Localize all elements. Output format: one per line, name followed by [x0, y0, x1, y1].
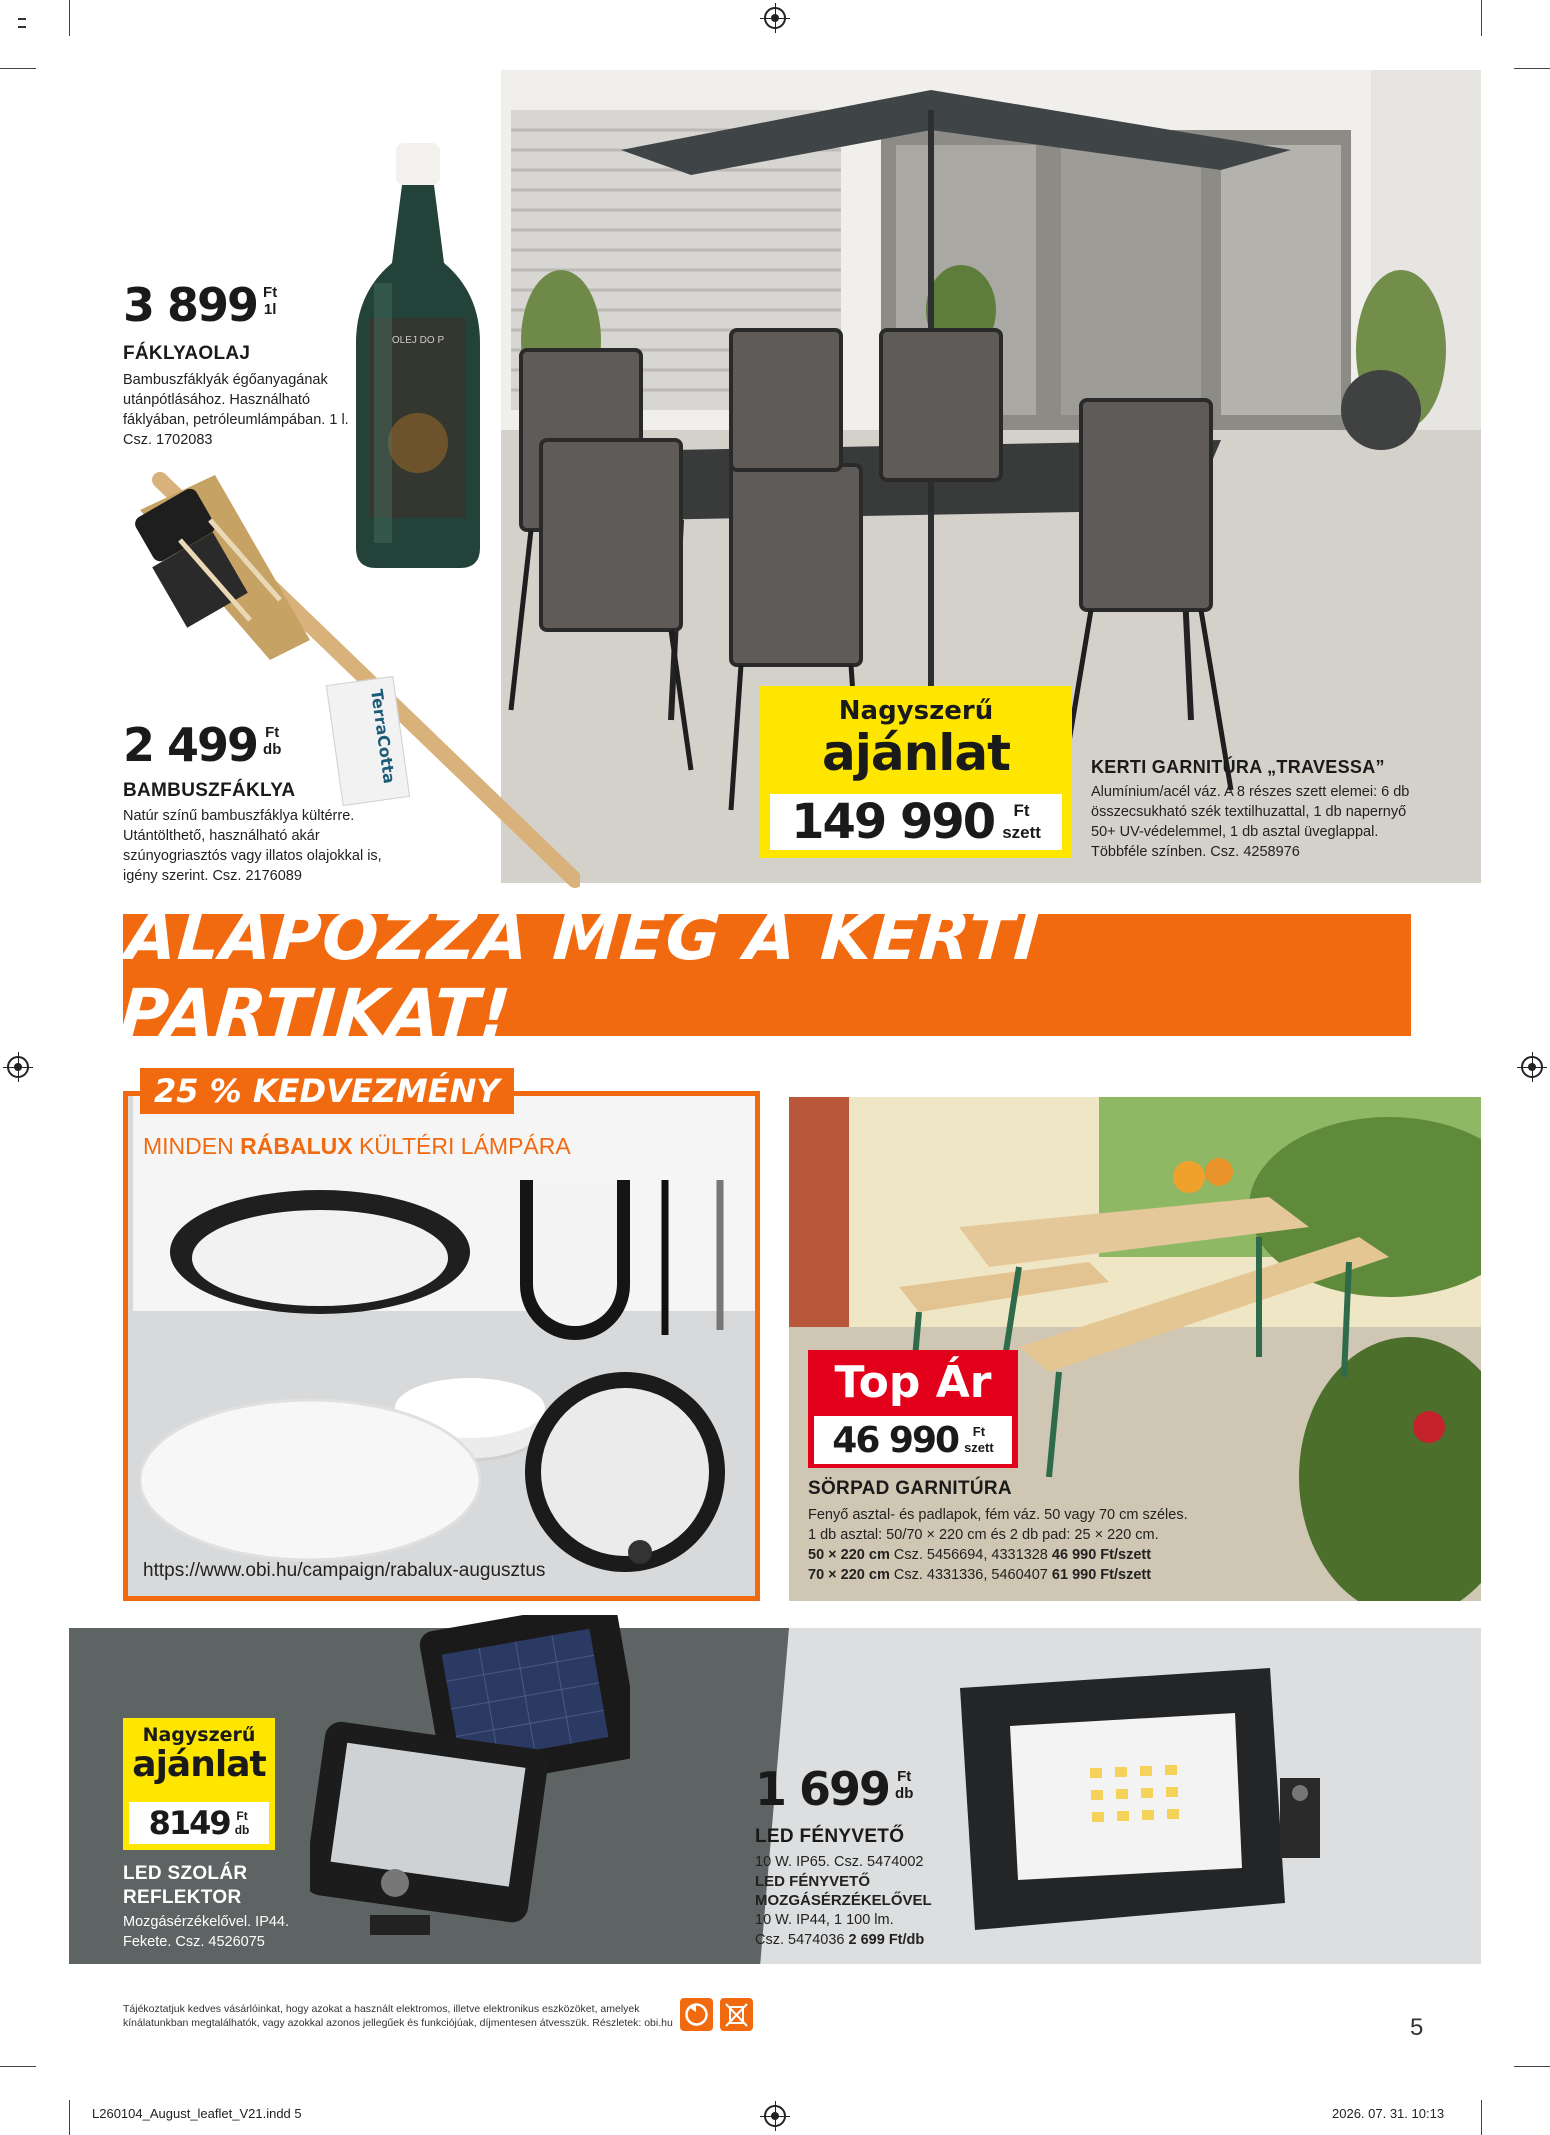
badge-top-text: Nagyszerű — [838, 696, 994, 726]
desc-line: Alumínium/acél váz. A 8 részes szett elemei: 6 db — [1091, 784, 1410, 800]
crop-mark — [0, 68, 36, 69]
torch-oil-price — [123, 278, 278, 332]
lamps-image — [140, 1180, 750, 1590]
disclaimer-line: Tájékoztatjuk kedves vásárlóinkat, hogy azokat a használt elektromos, illetve elektronikus eszközöket, amelyek — [123, 2003, 640, 2015]
desc-line: szúnyogriasztós vagy illatos olajokkal is, — [123, 848, 382, 864]
desc-line: 50+ UV-védelemmel, 1 db asztal üveglappal. — [1091, 824, 1379, 840]
desc-line: Utántölthető, használható akár — [123, 828, 320, 844]
recycle-icon — [680, 1998, 713, 2031]
color-bar-icon — [18, 18, 26, 28]
top-price-badge — [808, 1350, 1018, 1468]
price-value: 46 990 — [832, 1419, 959, 1461]
brand-name: RÁBALUX — [240, 1133, 353, 1159]
title-line: REFLEKTOR — [123, 1887, 242, 1908]
great-offer-badge — [123, 1718, 275, 1850]
desc-line: 10 W. IP65. Csz. 5474002 — [755, 1854, 924, 1870]
crop-mark — [1481, 0, 1482, 36]
badge-top-text: Nagyszerű — [142, 1724, 256, 1746]
price-box — [814, 1416, 1012, 1464]
product-title: BAMBUSZFÁKLYA — [123, 780, 296, 801]
desc-line: Többféle színben. Csz. 4258976 — [1091, 844, 1300, 860]
great-offer-badge — [760, 686, 1072, 858]
product-code: Csz. 5474036 — [755, 1932, 845, 1948]
variant-code: Csz. 4331336, 5460407 — [893, 1567, 1048, 1583]
price-currency: Ft — [236, 1809, 248, 1823]
price-unit: szett — [1002, 823, 1041, 842]
desc-line: 10 W. IP44, 1 100 lm. — [755, 1912, 894, 1928]
variant-price: 61 990 Ft/szett — [1051, 1567, 1152, 1583]
variant-size: 70 × 220 cm — [808, 1567, 890, 1583]
price-unit: db — [895, 1785, 914, 1802]
price-box — [770, 794, 1062, 850]
solar-reflector-image — [310, 1615, 630, 1945]
price-box — [129, 1802, 269, 1844]
product-description — [1091, 782, 1451, 862]
weee-bin-icon — [720, 1998, 753, 2031]
badge-main-text: ajánlat — [822, 724, 1010, 782]
desc-line: igény szerint. Csz. 2176089 — [123, 868, 302, 884]
price-unit: db — [263, 741, 282, 758]
registration-mark-icon — [764, 2105, 786, 2127]
rabalux-line — [143, 1133, 571, 1160]
line-text: KÜLTÉRI LÁMPÁRA — [352, 1133, 571, 1159]
product-title: FÁKLYAOLAJ — [123, 343, 251, 364]
product-title: LED FÉNYVETŐ — [755, 1826, 905, 1847]
price-value: 2 499 — [123, 718, 258, 772]
subtitle-line: LED FÉNYVETŐ — [755, 1873, 871, 1890]
product-title: KERTI GARNITÚRA „TRAVESSA” — [1091, 757, 1385, 777]
top-price-header — [808, 1350, 1018, 1414]
product-description — [755, 1852, 1015, 1950]
product-title: SÖRPAD GARNITÚRA — [808, 1478, 1012, 1499]
variant-line — [755, 1930, 1015, 1950]
price-value: 8149 — [148, 1804, 230, 1842]
price-currency: Ft — [265, 724, 280, 741]
desc-line: fáklyában, petróleumlámpában. 1 l. — [123, 412, 349, 428]
price-currency: Ft — [972, 1424, 986, 1439]
headline-text: ALAPOZZA MEG A KERTI PARTIKAT! — [117, 898, 1043, 1052]
crop-mark — [1514, 68, 1550, 69]
price-unit: szett — [964, 1440, 994, 1455]
variant-price: 46 990 Ft/szett — [1051, 1547, 1152, 1563]
badge-main-text: ajánlat — [132, 1744, 266, 1785]
desc-line: Natúr színű bambuszfáklya kültérre. — [123, 808, 355, 824]
svg-text:OLEJ DO P: OLEJ DO P — [391, 335, 445, 346]
product-description — [123, 806, 423, 886]
variant-code: Csz. 5456694, 4331328 — [893, 1547, 1048, 1563]
disclaimer — [123, 2002, 673, 2030]
discount-text: 25 % KEDVEZMÉNY — [154, 1072, 500, 1110]
footer-timestamp: 2026. 07. 31. 10:13 — [1332, 2106, 1445, 2121]
product-description — [808, 1505, 1288, 1585]
crop-mark — [0, 2066, 36, 2067]
headline-banner — [117, 898, 1411, 1052]
bamboo-torch-price — [123, 718, 282, 772]
price-value: 149 990 — [791, 794, 995, 850]
desc-line: Fekete. Csz. 4526075 — [123, 1934, 265, 1950]
product-code: Csz. 1702083 — [123, 432, 213, 448]
line-text: MINDEN — [143, 1133, 241, 1159]
product-description — [123, 1912, 289, 1952]
crop-mark — [69, 2100, 70, 2135]
terracotta-logo: TerraCotta — [367, 688, 400, 786]
crop-mark — [1481, 2100, 1482, 2135]
registration-mark-icon — [764, 7, 786, 29]
price-value: 1 699 — [755, 1762, 890, 1816]
price-currency: Ft — [263, 284, 278, 301]
desc-line: utánpótlásához. Használható — [123, 392, 311, 408]
price-currency: Ft — [897, 1768, 912, 1785]
footer-filename: L260104_August_leaflet_V21.indd 5 — [92, 2106, 302, 2121]
product-description — [123, 370, 363, 450]
registration-mark-icon — [1521, 1056, 1543, 1078]
disclaimer-line: kínálatunkban megtalálhatók, vagy azokkal azonos jellegűek és funkciójúak, díjmentesen átvesszük. Részletek: obi.hu — [123, 2017, 673, 2029]
led-floodlight-price — [755, 1762, 914, 1816]
registration-mark-icon — [7, 1056, 29, 1078]
subtitle-line: MOZGÁSÉRZÉKELŐVEL — [755, 1892, 932, 1909]
desc-line: összecsukható szék textilhuzattal, 1 db napernyő — [1091, 804, 1407, 820]
page-number: 5 — [1410, 2014, 1424, 2041]
desc-line: Fenyő asztal- és padlapok, fém váz. 50 vagy 70 cm széles. — [808, 1507, 1188, 1523]
crop-mark — [69, 0, 70, 36]
title-line: LED SZOLÁR — [123, 1863, 248, 1884]
price-value: 3 899 — [123, 278, 258, 332]
desc-line: Mozgásérzékelővel. IP44. — [123, 1914, 290, 1930]
campaign-url[interactable]: https://www.obi.hu/campaign/rabalux-augusztus — [143, 1560, 546, 1581]
product-title — [123, 1862, 247, 1910]
top-price-text: Top Ár — [834, 1356, 992, 1408]
desc-line: Bambuszfáklyák égőanyagának — [123, 372, 328, 388]
variant-line — [808, 1545, 1288, 1565]
price-unit: db — [234, 1823, 250, 1837]
crop-mark — [1514, 2066, 1550, 2067]
price-unit: 1l — [263, 301, 277, 318]
variant-size: 50 × 220 cm — [808, 1547, 890, 1563]
price-currency: Ft — [1013, 801, 1030, 820]
discount-tag — [140, 1068, 514, 1114]
variant-line — [808, 1565, 1288, 1585]
desc-line: 1 db asztal: 50/70 × 220 cm és 2 db pad: 25 × 220 cm. — [808, 1527, 1159, 1543]
variant-price: 2 699 Ft/db — [848, 1932, 925, 1948]
